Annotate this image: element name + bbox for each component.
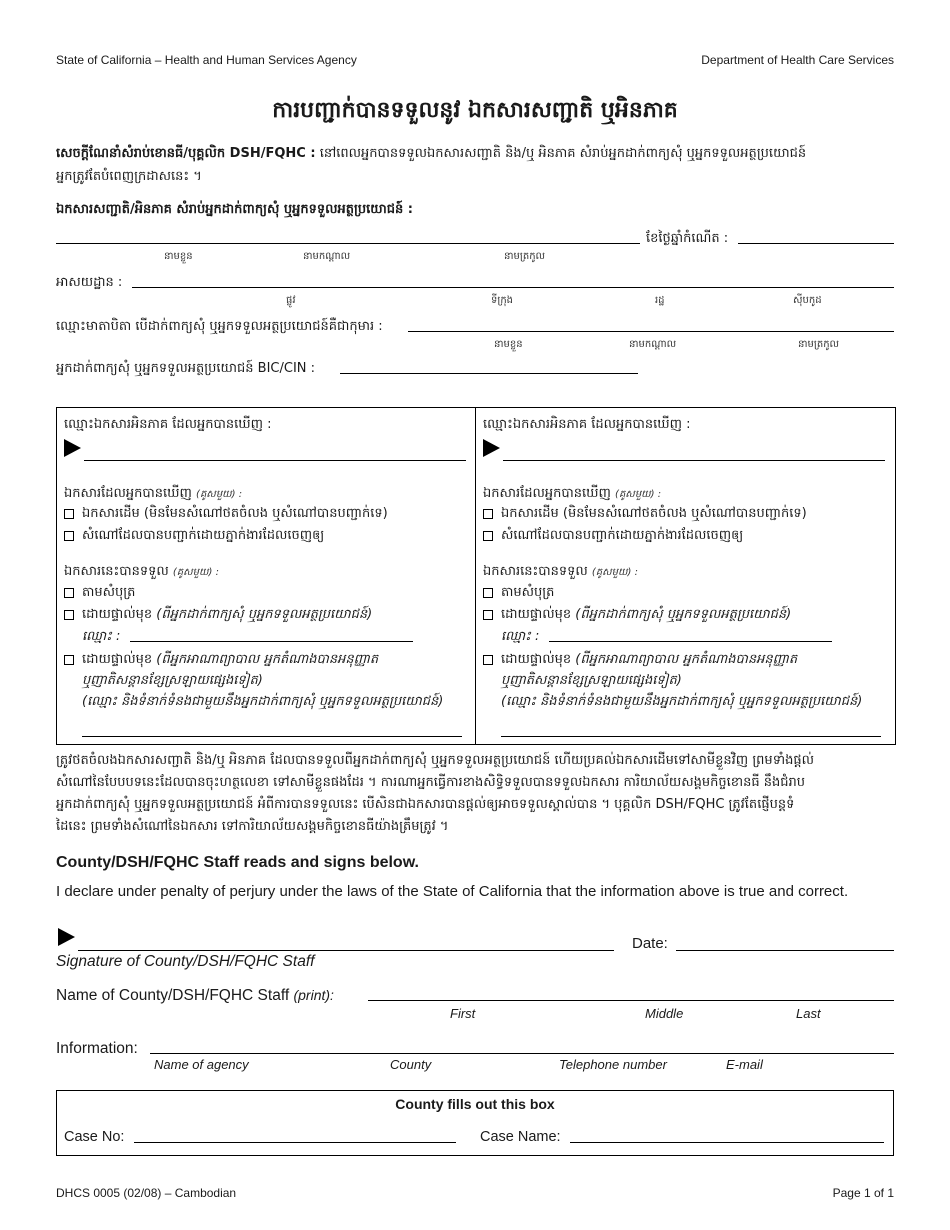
signature-field[interactable]: [78, 950, 614, 951]
checkbox-icon[interactable]: [483, 610, 493, 620]
seen-option-certified-label: សំណៅដែលបានបញ្ជាក់ដោយភ្នាក់ងារដែលចេញឲ្យ: [501, 528, 744, 543]
email-sublabel: E-mail: [726, 1057, 763, 1072]
birthdate-field[interactable]: [738, 243, 894, 244]
notice-line-1: ត្រូវថតចំលងឯកសារសញ្ជាតិ និង/ឬ អិនភាគ ដែលបានទទួលពីអ្នកដាក់ពាក្យសុំ ឬអ្នកទទួលអត្ថប្រយោជន៍ ហើយប្រគល់ឯកសារដើមទៅសាមីខ្លួនវិញ ព្រមទាំងផ្តល់: [56, 753, 814, 768]
telephone-sublabel: Telephone number: [559, 1057, 667, 1072]
seen-option-original[interactable]: [64, 505, 388, 524]
street-sublabel: ផ្លូវ: [286, 295, 296, 306]
in-person-name-label: ឈ្មោះ :: [82, 629, 121, 644]
received-option-mail-label: តាមសំបុត្រ: [82, 585, 136, 600]
third-party-hint-2: ឬញាតិសន្តានខ្សែស្រឡាយផ្សេងទៀត): [501, 673, 682, 688]
third-party-label: ដោយផ្ទាល់មុខ: [82, 652, 153, 667]
arrow-icon: [64, 439, 81, 457]
seen-option-original-label: ឯកសារដើម (មិនមែនសំណៅថតចំលង ឬសំណៅបានបញ្ជាក់ទេ): [501, 506, 807, 521]
county-box-title: County fills out this box: [395, 1096, 555, 1112]
staff-name-label: [56, 987, 334, 1005]
arrow-icon: [58, 928, 75, 946]
checkbox-icon[interactable]: [64, 655, 74, 665]
middle-name-sublabel: នាមកណ្តាល: [303, 251, 351, 262]
third-party-hint: (ពីអ្នកអាណាព្យាបាល អ្នកតំណាងបានអនុញ្ញាត: [575, 652, 798, 667]
doc-received-label: [64, 563, 219, 582]
applicant-section-heading: ឯកសារសញ្ជាតិ/អិនភាគ សំរាប់អ្នកដាក់ពាក្យសុំ ឬអ្នកទទួលអត្ថប្រយោជន៍ :: [56, 202, 413, 217]
notice-line-3: អ្នកដាក់ពាក្យសុំ ឬអ្នកទទួលអត្ថប្រយោជន៍ អំពីការបានទទួលនេះ បើសិនជាឯកសារបានផ្តល់ឲ្យអាចទទួលស្គាល់បាន ។ បុគ្គលិក DSH/FQHC ត្រូវតែផ្ញើបន្តទំ: [56, 797, 795, 812]
doc-seen-label: [64, 485, 242, 504]
documents-divider: [475, 407, 476, 744]
in-person-name-label: ឈ្មោះ :: [501, 629, 540, 644]
received-option-third-party[interactable]: [64, 651, 378, 670]
department-header: Department of Health Care Services: [701, 53, 894, 67]
third-party-hint-3: (ឈ្មោះ និងទំនាក់ទំនងជាមួយនឹងអ្នកដាក់ពាក្យសុំ ឬអ្នកទទួលអត្ថប្រយោជន៍): [501, 694, 863, 709]
birthdate-label: ខែថ្ងៃឆ្នាំកំណើត :: [646, 231, 729, 246]
checkbox-icon[interactable]: [483, 655, 493, 665]
in-person-name-field[interactable]: [130, 641, 413, 642]
information-field[interactable]: [150, 1053, 894, 1054]
checkbox-icon[interactable]: [64, 588, 74, 598]
parent-name-label: ឈ្មោះមាតាបិតា បើដាក់ពាក្យសុំ ឬអ្នកទទួលអត្ថប្រយោជន៍គឺជាកុមារ :: [56, 319, 383, 334]
doc-received-hint: (គូសមួយ) :: [172, 567, 219, 578]
staff-middle-sublabel: Middle: [645, 1006, 684, 1021]
in-person-hint: (ពីអ្នកដាក់ពាក្យសុំ ឬអ្នកទទួលអត្ថប្រយោជន៍): [575, 607, 792, 622]
received-option-third-party[interactable]: [483, 651, 797, 670]
notice-line-4: ដៃនេះ ព្រមទាំងសំណៅនៃឯកសារ ទៅការិយាល័យសង្គមកិច្ចខោនធីយ៉ាងត្រឹមត្រូវ ។: [56, 819, 449, 834]
seen-option-original[interactable]: [483, 505, 807, 524]
third-party-label: ដោយផ្ទាល់មុខ: [501, 652, 572, 667]
doc-received-text: ឯកសារនេះបានទទួល: [483, 564, 588, 579]
seen-option-certified-label: សំណៅដែលបានបញ្ជាក់ដោយភ្នាក់ងារដែលចេញឲ្យ: [82, 528, 325, 543]
instruction-line-1: [56, 145, 806, 164]
doc-received-text: ឯកសារនេះបានទទួល: [64, 564, 169, 579]
parent-middle-sublabel: នាមកណ្តាល: [629, 339, 677, 350]
third-party-hint: (ពីអ្នកអាណាព្យាបាល អ្នកតំណាងបានអនុញ្ញាត: [156, 652, 379, 667]
last-name-sublabel: នាមត្រកូល: [504, 251, 546, 262]
checkbox-icon[interactable]: [64, 610, 74, 620]
received-option-in-person-label: ដោយផ្ទាល់មុខ: [501, 607, 572, 622]
checkbox-icon[interactable]: [483, 509, 493, 519]
information-label: Information:: [56, 1040, 138, 1057]
in-person-hint: (ពីអ្នកដាក់ពាក្យសុំ ឬអ្នកទទួលអត្ថប្រយោជន៍): [156, 607, 373, 622]
checkbox-icon[interactable]: [64, 509, 74, 519]
doc-seen-hint: (គូសមួយ) :: [615, 489, 662, 500]
case-name-label: Case Name:: [480, 1129, 561, 1145]
bic-cin-label: អ្នកដាក់ពាក្យសុំ ឬអ្នកទទួលអត្ថប្រយោជន៍ BIC/CIN :: [56, 361, 316, 376]
page-number: Page 1 of 1: [832, 1186, 894, 1200]
case-no-label: Case No:: [64, 1129, 125, 1145]
page-title: ការបញ្ជាក់បានទទួលនូវ ឯកសារសញ្ជាតិ ឬអិនភាគ: [272, 98, 678, 123]
received-option-in-person[interactable]: [64, 606, 372, 625]
doc-seen-text: ឯកសារដែលអ្នកបានឃើញ: [483, 486, 611, 501]
received-option-mail[interactable]: [64, 584, 135, 603]
state-sublabel: រដ្ឋ: [655, 295, 665, 306]
third-party-field[interactable]: [501, 736, 881, 737]
applicant-name-field[interactable]: [56, 243, 640, 244]
signature-caption: Signature of County/DSH/FQHC Staff: [56, 953, 315, 970]
address-field[interactable]: [132, 287, 894, 288]
seen-option-certified[interactable]: [64, 527, 324, 546]
zip-sublabel: ស៊ីបកូដ: [793, 295, 822, 306]
agency-header: State of California – Health and Human Services Agency: [56, 53, 357, 67]
third-party-hint-3: (ឈ្មោះ និងទំនាក់ទំនងជាមួយនឹងអ្នកដាក់ពាក្យសុំ ឬអ្នកទទួលអត្ថប្រយោជន៍): [82, 694, 444, 709]
date-label: Date:: [632, 935, 668, 952]
doc-seen-label: [483, 485, 661, 504]
city-sublabel: ទីក្រុង: [491, 295, 514, 306]
doc-name-field[interactable]: [84, 460, 466, 461]
arrow-icon: [483, 439, 500, 457]
third-party-field[interactable]: [82, 736, 462, 737]
case-name-field[interactable]: [570, 1142, 884, 1143]
third-party-hint-2: ឬញាតិសន្តានខ្សែស្រឡាយផ្សេងទៀត): [82, 673, 263, 688]
received-option-in-person[interactable]: [483, 606, 791, 625]
form-number: DHCS 0005 (02/08) – Cambodian: [56, 1186, 237, 1200]
bic-cin-field[interactable]: [340, 373, 638, 374]
received-option-mail[interactable]: [483, 584, 554, 603]
checkbox-icon[interactable]: [64, 531, 74, 541]
staff-declaration: I declare under penalty of perjury under the laws of the State of California that the information above is true and correct.: [56, 883, 849, 900]
county-sublabel: County: [390, 1057, 432, 1072]
doc-seen-hint: (គូសមួយ) :: [196, 489, 243, 500]
notice-line-2: សំណៅនៃបែបបទនេះដែលបានចុះហត្ថលេខា ទៅសាមីខ្លួនផងដែរ ។ ការណាអ្នកធ្វើការខាងសិទ្ធិទទួលបានទទួលឯកសារ ការិយាល័យសង្គមកិច្ចខោនធី នឹងជំរាប: [56, 775, 806, 790]
parent-name-field[interactable]: [408, 331, 894, 332]
seen-option-certified[interactable]: [483, 527, 743, 546]
staff-last-sublabel: Last: [796, 1006, 821, 1021]
parent-last-sublabel: នាមត្រកូល: [798, 339, 840, 350]
staff-first-sublabel: First: [450, 1006, 476, 1021]
staff-name-hint: (print):: [293, 987, 334, 1003]
doc-received-label: [483, 563, 638, 582]
date-field[interactable]: [676, 950, 894, 951]
received-option-in-person-label: ដោយផ្ទាល់មុខ: [82, 607, 153, 622]
doc-name-field[interactable]: [503, 460, 885, 461]
seen-option-original-label: ឯកសារដើម (មិនមែនសំណៅថតចំលង ឬសំណៅបានបញ្ជាក់ទេ): [82, 506, 388, 521]
doc-seen-text: ឯកសារដែលអ្នកបានឃើញ: [64, 486, 192, 501]
doc-name-label: ឈ្មោះឯកសារអិនភាគ ដែលអ្នកបានឃើញ :: [483, 417, 691, 432]
case-no-field[interactable]: [134, 1142, 456, 1143]
address-label: អាសយដ្ឋាន :: [56, 275, 123, 290]
received-option-mail-label: តាមសំបុត្រ: [501, 585, 555, 600]
staff-name-field[interactable]: [368, 1000, 894, 1001]
checkbox-icon[interactable]: [483, 588, 493, 598]
parent-first-sublabel: នាមខ្លួន: [494, 339, 523, 350]
instruction-text: នៅពេលអ្នកបានទទួលឯកសារសញ្ជាតិ និង/ឬ អិនភាគ សំរាប់អ្នកដាក់ពាក្យសុំ ឬអ្នកទទួលអត្ថប្រយោជន៍: [319, 146, 807, 161]
instruction-line-2: អ្នកត្រូវតែបំពេញក្រដាសនេះ ។: [56, 169, 202, 184]
first-name-sublabel: នាមខ្លួន: [164, 251, 193, 262]
doc-name-label: ឈ្មោះឯកសារអិនភាគ ដែលអ្នកបានឃើញ :: [64, 417, 272, 432]
instruction-bold: សេចក្តីណែនាំសំរាប់ខោនធី/បុគ្គលិក DSH/FQHC :: [56, 146, 316, 161]
staff-heading: County/DSH/FQHC Staff reads and signs below.: [56, 854, 419, 871]
staff-name-text: Name of County/DSH/FQHC Staff: [56, 987, 290, 1004]
in-person-name-field[interactable]: [549, 641, 832, 642]
checkbox-icon[interactable]: [483, 531, 493, 541]
agency-sublabel: Name of agency: [154, 1057, 249, 1072]
doc-received-hint: (គូសមួយ) :: [591, 567, 638, 578]
